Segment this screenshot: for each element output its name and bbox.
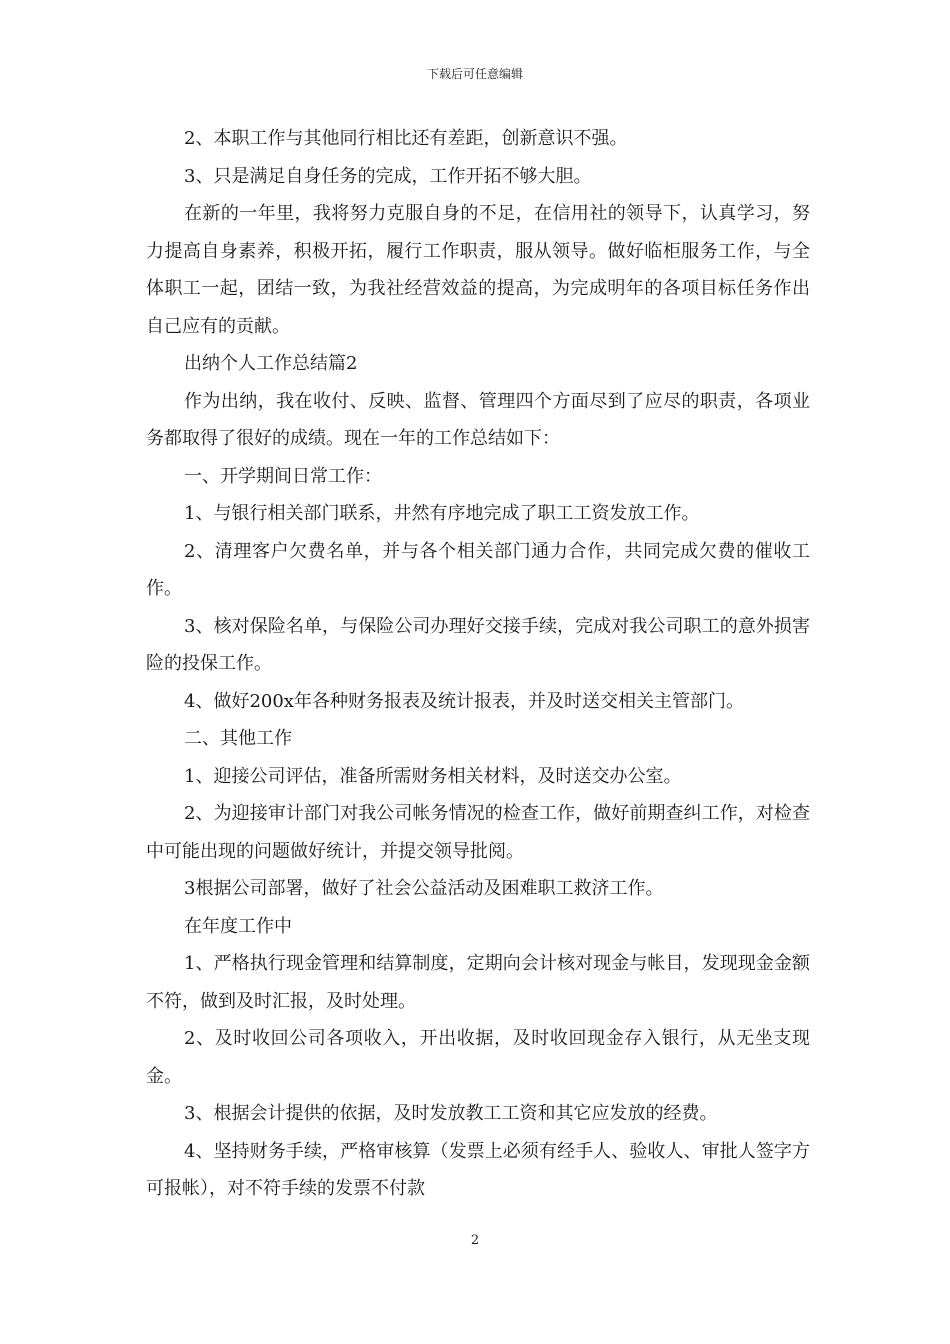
page-header-note: 下载后可任意编辑 — [426, 67, 523, 81]
subsection-heading: 二、其他工作 — [184, 728, 292, 749]
paragraph: 2、为迎接审计部门对我公司帐务情况的检查工作，做好前期查纠工作，对检查中可能出现的问题做好统计，并提交领导批阅。 — [146, 803, 810, 862]
paragraph: 2、及时收回公司各项收入，开出收据，及时收回现金存入银行，从无坐支现金。 — [146, 1028, 810, 1087]
paragraph: 4、坚持财务手续，严格审核算（发票上必须有经手人、验收人、审批人签字方可报帐），对不符手续的发票不付款 — [146, 1140, 810, 1199]
paragraph: 3、只是满足自身任务的完成，工作开拓不够大胆。 — [184, 165, 592, 187]
subsection-heading: 在年度工作中 — [184, 915, 292, 937]
paragraph: 2、清理客户欠费名单，并与各个相关部门通力合作，共同完成欠费的催收工作。 — [146, 540, 810, 599]
paragraph: 3、核对保险名单，与保险公司办理好交接手续，完成对我公司职工的意外损害险的投保工作。 — [146, 615, 810, 674]
paragraph: 2、本职工作与其他同行相比还有差距，创新意识不强。 — [184, 128, 628, 149]
subsection-heading: 一、开学期间日常工作： — [184, 465, 382, 487]
paragraph: 在新的一年里，我将努力克服自身的不足，在信用社的领导下，认真学习，努力提高自身素养，积极开拓，履行工作职责，服从领导。做好临柜服务工作，与全体职工一起，团结一致，为我社经营效益的提高，为完成明年的各项目标任务作出自己应有的贡献。 — [146, 203, 810, 337]
paragraph: 1、与银行相关部门联系，井然有序地完成了职工工资发放工作。 — [184, 503, 700, 524]
section-heading: 出纳个人工作总结篇2 — [184, 353, 358, 374]
paragraph: 3、根据会计提供的依据，及时发放教工工资和其它应发放的经费。 — [184, 1103, 718, 1124]
paragraph: 3根据公司部署，做好了社会公益活动及困难职工救济工作。 — [184, 878, 664, 899]
document-body — [146, 120, 810, 1208]
paragraph: 4、做好200x年各种财务报表及统计报表，并及时送交相关主管部门。 — [184, 690, 744, 712]
paragraph: 作为出纳，我在收付、反映、监督、管理四个方面尽到了应尽的职责，各项业务都取得了很好的成绩。现在一年的工作总结如下： — [146, 390, 810, 449]
page-number: 2 — [470, 1233, 480, 1248]
paragraph: 1、严格执行现金管理和结算制度，定期向会计核对现金与帐目，发现现金金额不符，做到及时汇报，及时处理。 — [146, 953, 810, 1012]
paragraph: 1、迎接公司评估，准备所需财务相关材料，及时送交办公室。 — [184, 765, 682, 787]
